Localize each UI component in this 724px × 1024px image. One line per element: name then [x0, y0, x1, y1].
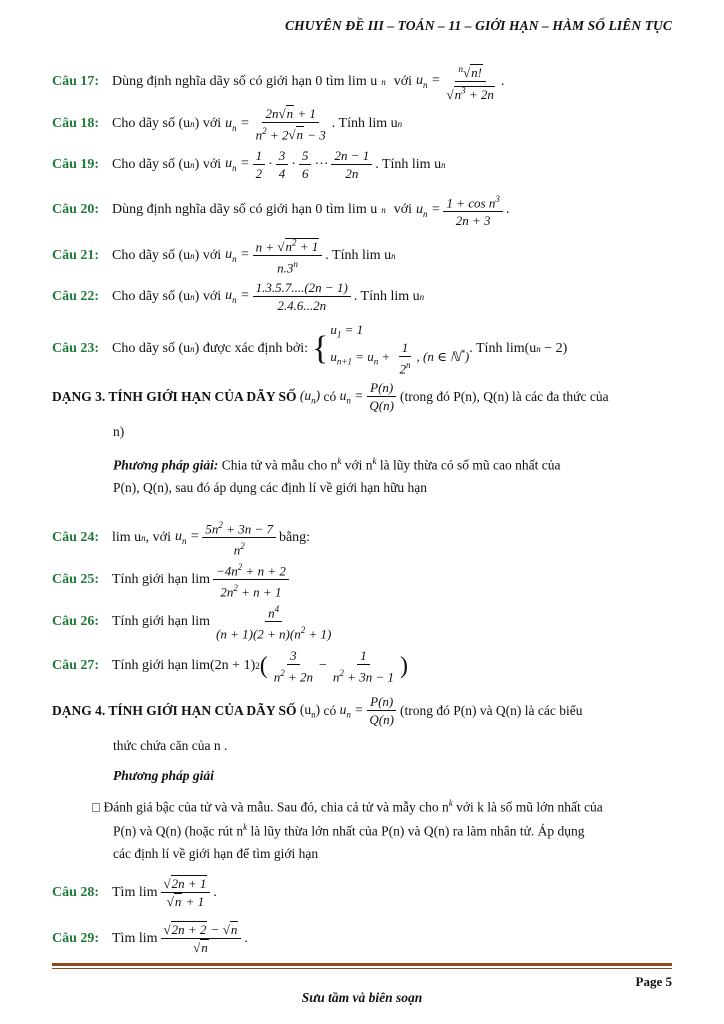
section-heading-dang3: DẠNG 3. TÍNH GIỚI HẠN CỦA DÃY SỐ $(u_n)$ có $u_n$ = $\frac{P(n)}{Q(n)}$ (trong đó P(n), Q(n) là các đa thức của [52, 380, 609, 413]
fraction-18: $\frac{2n√ n + 1}{n^2 + 2√ n - 3}$ [253, 106, 329, 142]
question-22: Câu 22: Cho dãy số (u n ) với $u_n$ = $\frac{1.3.5.7....(2n - 1)}{2.4.6...2n}$ . Tính lim u n [52, 280, 425, 313]
question-28: Câu 28: Tìm lim √ 2n + 1 √ n + 1 . [52, 876, 217, 909]
question-23: Câu 23: Cho dãy số (u n ) được xác định bởi: { $u_1 = 1$ $u_{n+1} = u_n$ + $\frac{1}{2^n}$ , (n ∈ ℕ*) . Tính lim(u n − 2) [52, 322, 568, 376]
fraction-17: $^n$√ n! √ $n^3 + 2n$ [443, 62, 497, 102]
question-27: Câu 27: Tính giới hạn lim(2n + 1) 2 ( $\frac{3}{n^2 + 2n}$ − $\frac{1}{n^2 + 3n - 1}$ ) [52, 648, 408, 685]
question-19: Câu 19: Cho dãy số (u n ) với $u_n$ = $\frac{1}{2}$ · $\frac{3}{4}$ · $\frac{5}{6}$ ··· $\frac{2n - 1}{2n}$ . Tính lim u n [52, 148, 446, 181]
question-29: Câu 29: Tìm lim √ 2n + 2 − √ n √ n . [52, 922, 248, 955]
question-text: Dùng định nghĩa dãy số có giới hạn 0 tìm lim u [112, 73, 378, 89]
page-header: CHUYÊN ĐỀ III – TOÁN – 11 – GIỚI HẠN – HÀM SỐ LIÊN TỤC [285, 18, 672, 33]
question-21: Câu 21: Cho dãy số (u n ) với $u_n$ = $\frac{n + √ n^2 + 1}{n.3^n}$ . Tính lim u n [52, 236, 396, 276]
recurrence-system: { $u_1 = 1$ $u_{n+1} = u_n$ + $\frac{1}{2^n}$ , (n ∈ ℕ*) [312, 322, 470, 376]
formula-17: $u_n$ = [416, 73, 441, 91]
footer-credit: Sưu tầm và biên soạn [301, 990, 423, 1005]
question-17: Câu 17: Dùng định nghĩa dãy số có giới hạn 0 tìm lim u n với $u_n$ = $^n$√ n! √ $n^3 + 2n$ . [52, 62, 504, 102]
page-number: Page 5 [635, 974, 672, 989]
question-18: Câu 18: Cho dãy số (u n ) với $u_n$ = $\frac{2n√ n + 1}{n^2 + 2√ n - 3}$ . Tính lim u n [52, 106, 402, 142]
method-dang3: Phương pháp giải: Chia tử và mẫu cho $n^k$ với $n^k$ là lũy thừa có số mũ cao nhất của [113, 456, 561, 473]
question-20: Câu 20: Dùng định nghĩa dãy số có giới hạn 0 tìm lim u n với $u_n$ = $\frac{1 + \cos n^3}{2n + 3}$ . [52, 194, 510, 229]
question-24: Câu 24: lim u n , với $u_n$ = $\frac{5n^2 + 3n - 7}{n^2}$ bằng: [52, 520, 311, 558]
footer-rule-thick [52, 963, 672, 966]
method-dang4-line2: P(n) và Q(n) (hoặc rút $n^k$ là lũy thừa lớn nhất của P(n) và Q(n) ra làm nhân tử. Áp dụng [113, 822, 585, 839]
question-26: Câu 26: Tính giới hạn lim $\frac{n^4}{(n + 1)(2 + n)(n^2 + 1)}$ [52, 604, 332, 642]
footer-rule-thin [52, 968, 672, 969]
method-dang4-bullet: □ Đánh giá bậc của tử và và mẫu. Sau đó, chia cả tử và mẫy cho $n^k$ với k là số mũ lớn nhất của [92, 798, 603, 815]
question-label: Câu 17: [52, 73, 100, 89]
section-heading-dang4: DẠNG 4. TÍNH GIỚI HẠN CỦA DÃY SỐ $(u_n)$ có $u_n$ = $\frac{P(n)}{Q(n)}$ (trong đó P(n) và Q(n) là các biểu [52, 694, 583, 727]
question-25: Câu 25: Tính giới hạn lim $\frac{-4n^2 + n + 2}{2n^2 + n + 1}$ [52, 560, 292, 600]
